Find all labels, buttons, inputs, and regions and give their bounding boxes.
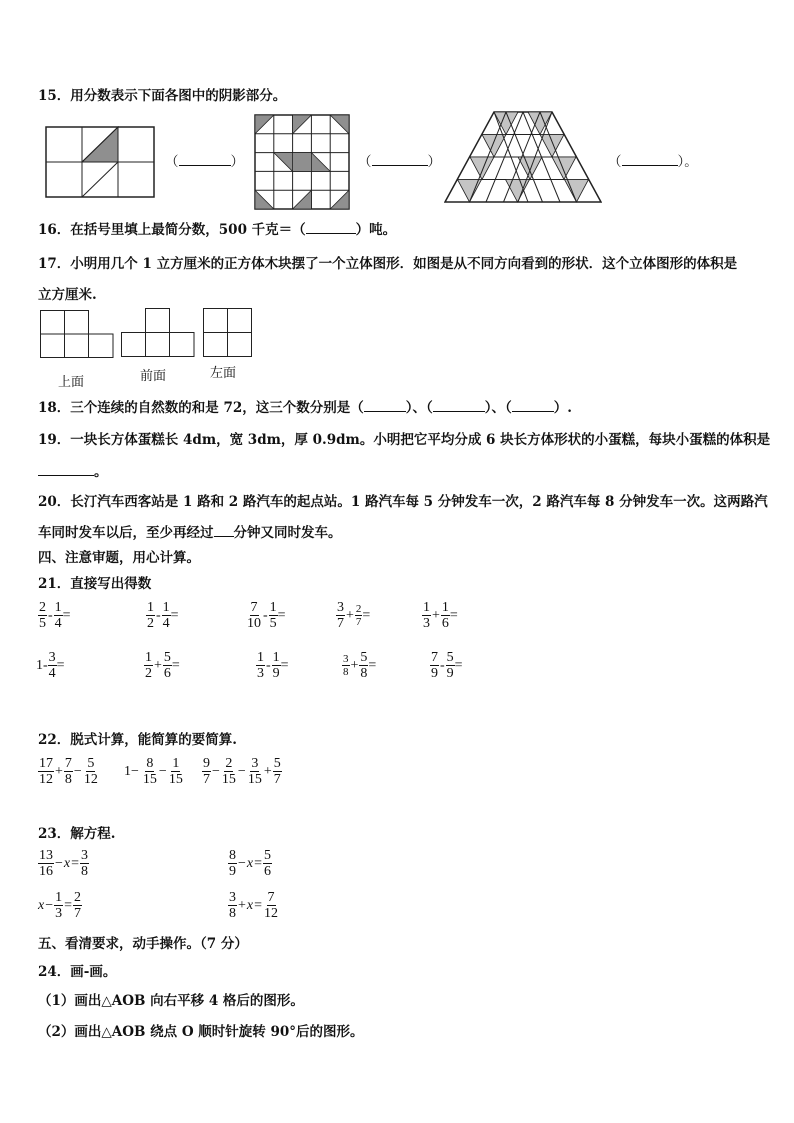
q24-part-1: （1）画出△AOB 向右平移 4 格后的图形。 — [38, 993, 304, 1009]
q18-sep1: ）、（ — [405, 400, 433, 416]
section-5-heading: 五、看清要求，动手操作。（7 分） — [38, 936, 248, 952]
answer-blank-15a[interactable] — [165, 150, 244, 170]
answer-blank-15b[interactable] — [358, 150, 441, 170]
q19-blank[interactable] — [38, 463, 94, 476]
q17-line1: 17．小明用几个 1 立方厘米的正方体木块摆了一个立体图形．如图是从不同方向看到的形状．这个立体图形的体积是 — [38, 256, 738, 272]
blank[interactable] — [622, 153, 678, 166]
q21-r1-e1: $\frac{2}{5}$ - $\frac{1}{4}$ = — [39, 600, 71, 631]
q19-tail: 。 — [94, 464, 108, 480]
paren-open: （ — [165, 154, 179, 170]
q22-expr-2: 1− $\frac{8}{15}$ − $\frac{1}{15}$ — [124, 756, 183, 787]
q23-eq-4: $\frac{3}{8}$ + x = $\frac{7}{12}$ — [229, 890, 279, 921]
q18-blank-3[interactable] — [512, 399, 554, 412]
paren-open: （ — [608, 154, 622, 170]
paren-close: ）。 — [677, 154, 698, 170]
blank[interactable] — [372, 153, 428, 166]
q21-r2-e4: $\frac{3}{8}$ + $\frac{5}{8}$ = — [343, 650, 377, 681]
q20-text-b: 分钟又同时发车。 — [233, 525, 342, 541]
q22-expr-3: $\frac{9}{7}$ − $\frac{2}{15}$ − $\frac{3}{15}$ + $\frac{5}{7}$ — [203, 756, 281, 787]
paren-close: ） — [427, 154, 441, 170]
q20-text-a: 车同时发车以后，至少再经过 — [38, 525, 214, 541]
q21-title: 21．直接写出得数 — [38, 576, 152, 592]
q18-sep2: ）、（ — [484, 400, 512, 416]
q22-expr-1: $\frac{17}{12}$ + $\frac{7}{8}$ − $\frac{5}{12}$ — [39, 756, 98, 787]
section-4-heading: 四、注意审题，用心计算。 — [38, 550, 200, 566]
front-view-figure — [121, 308, 195, 358]
q22-title: 22．脱式计算，能简算的要简算. — [38, 732, 237, 748]
grid-figure-1 — [45, 126, 155, 198]
q21-r1-e4: $\frac{3}{7}$ + $\frac{2}{7}$ = — [337, 600, 371, 631]
q23-eq-1: $\frac{13}{16}$ − x = $\frac{3}{8}$ — [39, 848, 89, 879]
q19-line1: 19．一块长方体蛋糕长 4dm，宽 3dm，厚 0.9dm。小明把它平均分成 6 块长方体形状的小蛋糕，每块小蛋糕的体积是 — [38, 432, 771, 448]
q19-line2 — [38, 460, 108, 480]
caption-top: 上面 — [58, 375, 85, 390]
q24-title: 24．画-画。 — [38, 964, 117, 980]
q18-tail: ）. — [553, 400, 572, 416]
caption-left: 左面 — [210, 366, 237, 381]
q23-eq-2: $\frac{8}{9}$ − x = $\frac{5}{6}$ — [229, 848, 272, 879]
q20-line1: 20．长汀汽车西客站是 1 路和 2 路汽车的起点站。1 路汽车每 5 分钟发车一次，2 路汽车每 8 分钟发车一次。这两路汽 — [38, 494, 768, 510]
q24-part-2: （2）画出△AOB 绕点 O 顺时针旋转 90°后的图形。 — [38, 1024, 364, 1040]
q16-line — [38, 218, 396, 238]
q20-line2 — [38, 521, 342, 541]
q21-r2-e3: $\frac{1}{3}$ - $\frac{1}{9}$ = — [257, 650, 289, 681]
q15-title: 15．用分数表示下面各图中的阴影部分。 — [38, 88, 287, 104]
q16-blank[interactable] — [306, 221, 356, 234]
q23-eq-3: x − $\frac{1}{3}$ = $\frac{2}{7}$ — [38, 890, 82, 921]
q16-text: 16．在括号里填上最简分数，500 千克＝（ — [38, 222, 306, 238]
q17-line2: 立方厘米. — [38, 287, 97, 303]
q18-line — [38, 396, 572, 416]
q18-blank-2[interactable] — [433, 399, 485, 412]
q18-blank-1[interactable] — [364, 399, 406, 412]
left-view-figure — [203, 308, 253, 358]
blank[interactable] — [179, 153, 231, 166]
q16-tail: ）吨。 — [355, 222, 397, 238]
answer-blank-15c[interactable] — [608, 150, 698, 170]
paren-close: ） — [230, 154, 244, 170]
grid-figure-2 — [254, 114, 350, 210]
trapezoid-triangle-figure — [444, 110, 602, 204]
q21-r1-e2: $\frac{1}{2}$ - $\frac{1}{4}$ = — [147, 600, 179, 631]
q21-r2-e2: $\frac{1}{2}$ + $\frac{5}{6}$ = — [145, 650, 180, 681]
q18-text: 18．三个连续的自然数的和是 72，这三个数分别是（ — [38, 400, 364, 416]
q21-r1-e5: $\frac{1}{3}$ + $\frac{1}{6}$ = — [423, 600, 458, 631]
q21-r2-e1: 1- $\frac{3}{4}$ = — [36, 650, 65, 681]
q23-title: 23．解方程. — [38, 826, 116, 842]
paren-open: （ — [358, 154, 372, 170]
q21-r2-e5: $\frac{7}{9}$ - $\frac{5}{9}$ = — [431, 650, 463, 681]
q21-r1-e3: $\frac{7}{10}$ - $\frac{1}{5}$ = — [247, 600, 286, 631]
top-view-figure — [40, 310, 114, 358]
q20-blank[interactable] — [214, 524, 234, 537]
caption-front: 前面 — [140, 369, 167, 384]
